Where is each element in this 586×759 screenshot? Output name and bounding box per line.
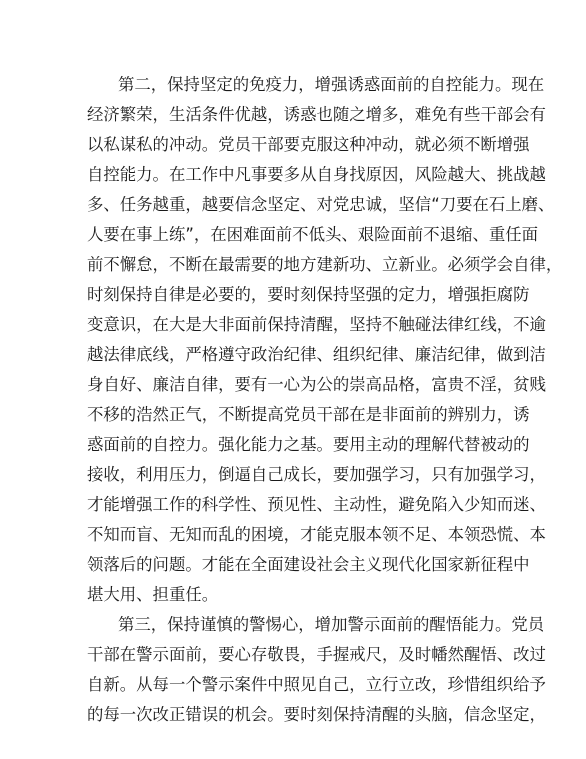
paragraph-1-line-13: 惑面前的自控力。强化能力之基。要用主动的理解代替被动的 [87,435,530,454]
paragraph-1-line-2: 经济繁荣，生活条件优越，诱惑也随之增多，难免有些干部会有 [87,105,546,124]
paragraph-1-line-14: 接收，利用压力，倒逼自己成长，要加强学习，只有加强学习， [87,465,546,484]
paragraph-2-line-1: 第三，保持谨慎的警惕心，增加警示面前的醒悟能力。党员 [118,615,545,634]
paragraph-2-line-4: 的每一次改正错误的机会。要时刻保持清醒的头脑，信念坚定， [87,705,546,724]
paragraph-1-line-6: 人要在事上练”，在困难面前不低头、艰险面前不退缩、重任面 [87,225,539,244]
paragraph-1-line-12: 不移的浩然正气，不断提高党员干部在是非面前的辨别力，诱 [87,405,530,424]
paragraph-1-line-11: 身自好、廉洁自律，要有一心为公的崇高品格，富贵不淫，贫贱 [87,375,546,394]
paragraph-1-line-3: 以私谋私的冲动。党员干部要克服这种冲动，就必须不断增强 [87,135,530,154]
paragraph-1-line-7: 前不懈怠，不断在最需要的地方建新功、立新业。必须学会自律， [87,255,563,274]
paragraph-1-line-9: 变意识，在大是大非面前保持清醒，坚持不触碰法律红线，不逾 [87,315,546,334]
paragraph-1-line-1: 第二，保持坚定的免疫力，增强诱惑面前的自控能力。现在 [118,75,545,94]
paragraph-1-line-18: 堪大用、担重任。 [87,585,219,604]
paragraph-1-line-10: 越法律底线，严格遵守政治纪律、组织纪律、廉洁纪律，做到洁 [87,345,546,364]
paragraph-1-line-15: 才能增强工作的科学性、预见性、主动性，避免陷入少知而迷、 [87,495,546,514]
paragraph-1-line-8: 时刻保持自律是必要的，要时刻保持坚强的定力，增强拒腐防 [87,285,530,304]
paragraph-1-line-4: 自控能力。在工作中凡事要多从自身找原因，风险越大、挑战越 [87,165,546,184]
paragraph-2-line-2: 干部在警示面前，要心存敬畏，手握戒尺，及时幡然醒悟、改过 [87,645,546,664]
paragraph-2-line-3: 自新。从每一个警示案件中照见自己，立行立改，珍惜组织给予 [87,675,546,694]
paragraph-1-line-16: 不知而盲、无知而乱的困境，才能克服本领不足、本领恐慌、本 [87,525,546,544]
paragraph-1-line-5: 多、任务越重，越要信念坚定、对党忠诚，坚信“刀要在石上磨、 [87,195,555,214]
paragraph-1-line-17: 领落后的问题。才能在全面建设社会主义现代化国家新征程中 [87,555,530,574]
